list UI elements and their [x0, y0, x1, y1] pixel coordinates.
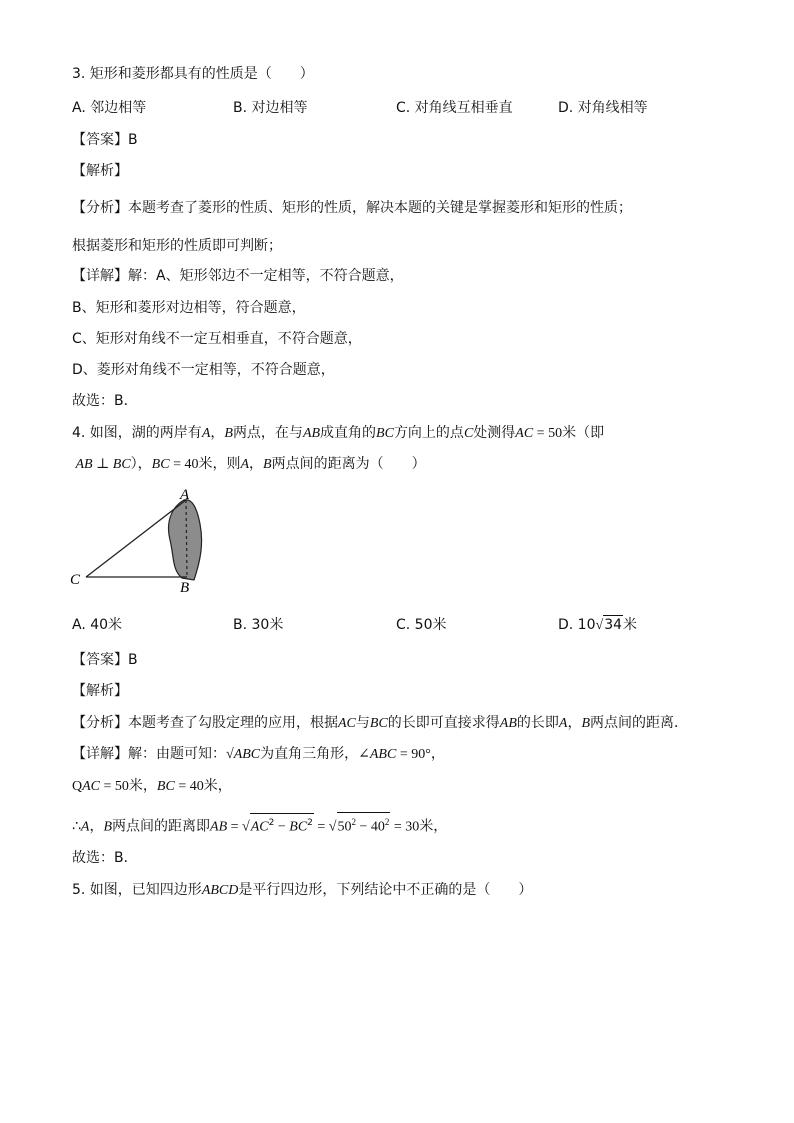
q3-analysis-title: 【解析】 — [72, 163, 128, 179]
lake-shape — [169, 500, 202, 580]
q3-option-a: A. 邻边相等 — [72, 100, 147, 116]
q4-option-c: C. 50米 — [396, 617, 447, 633]
q4-analysis: 【分析】本题考查了勾股定理的应用，根据AC与BC的长即可直接求得AB的长即A，B两点间的距离． — [72, 715, 689, 731]
q4-choose: 故选：B． — [72, 850, 138, 866]
q3-detail-4: D、菱形对角线不一定相等，不符合题意， — [72, 362, 335, 378]
q4-option-a: A. 40米 — [72, 617, 123, 633]
q3-option-b: B. 对边相等 — [233, 100, 308, 116]
label-b: B — [180, 580, 190, 596]
lake-triangle-figure — [66, 484, 216, 596]
q3-option-d: D. 对角线相等 — [558, 100, 648, 116]
q3-analysis-2: 根据菱形和矩形的性质即可判断； — [72, 238, 282, 254]
label-a: A — [180, 487, 190, 503]
q5-stem: 5. 如图，已知四边形ABCD是平行四边形，下列结论中不正确的是（ ） — [72, 882, 533, 898]
q3-choose: 故选：B． — [72, 393, 138, 409]
q4-option-b: B. 30米 — [233, 617, 284, 633]
q4-detail-1: 【详解】解：由题可知：√ABC为直角三角形，∠ABC = 90°， — [72, 746, 445, 762]
label-c: C — [70, 572, 81, 588]
q4-stem-line-2: AB ⊥ BC），BC = 40米，则A，B两点间的距离为（ ） — [72, 456, 426, 472]
q3-detail-1: 【详解】解：A、矩形邻边不一定相等，不符合题意， — [72, 268, 404, 284]
q4-analysis-title: 【解析】 — [72, 683, 128, 699]
q4-detail-2: QAC = 50米，BC = 40米， — [72, 778, 232, 794]
q3-detail-2: B、矩形和菱形对边相等，符合题意， — [72, 300, 306, 316]
q4-answer: 【答案】B — [72, 652, 138, 668]
q3-option-c: C. 对角线互相垂直 — [396, 100, 513, 116]
q3-answer: 【答案】B — [72, 132, 138, 148]
q3-analysis: 【分析】本题考查了菱形的性质、矩形的性质，解决本题的关键是掌握菱形和矩形的性质； — [72, 200, 632, 216]
q3-stem: 3. 矩形和菱形都具有的性质是（ ） — [72, 66, 314, 82]
q4-option-d: D. 10√34米 — [558, 617, 638, 633]
q4-detail-3: ∴A，B两点间的距离即AB = $√AC^2 - BC^2 = √50^2 - 40^2 = 30$米， — [72, 812, 447, 838]
q3-detail-3: C、矩形对角线不一定互相垂直，不符合题意， — [72, 331, 362, 347]
q4-stem-line-1: 4. 如图，湖的两岸有A，B两点，在与AB成直角的BC方向上的点C处测得AC = 50米（即 — [72, 425, 605, 441]
